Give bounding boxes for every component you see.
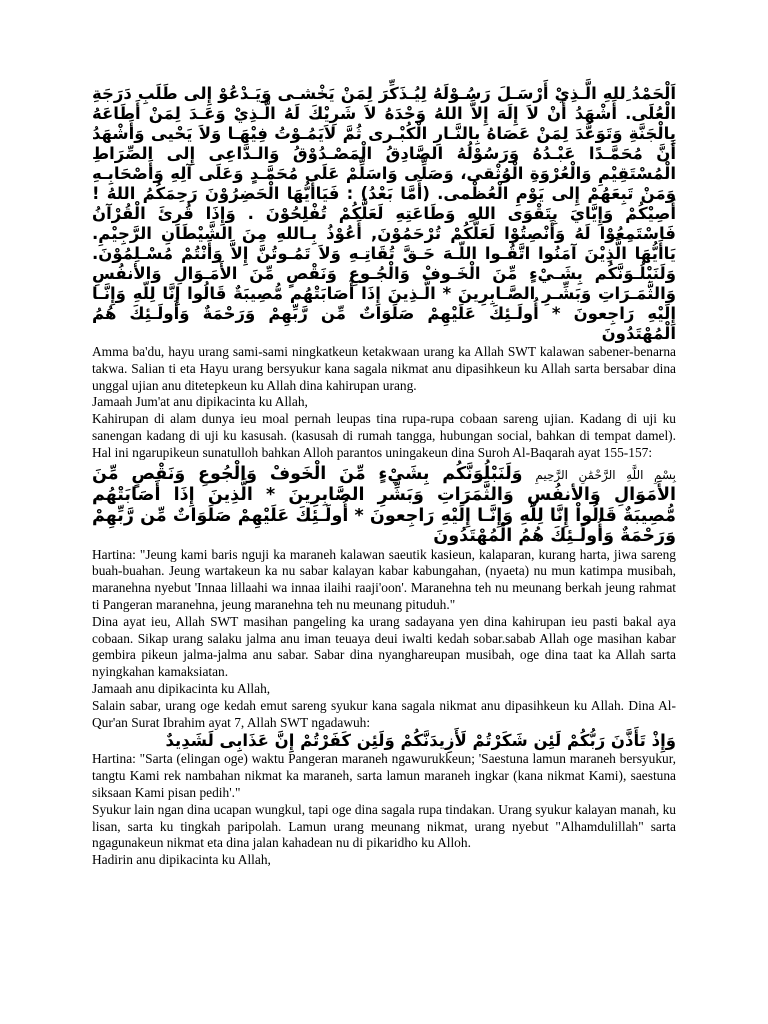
paragraph-syukur: Syukur lain ngan dina ucapan wungkul, tapi oge dina sagala rupa tindakan. Urang syukur kalayan manah, ku lisan, sarta ku tingkah paripolah. Lamun urang meunang nikmat, urang nyebut "Alhamdulillah" sarta ngagunakeun nikmat eta dina jalan kahadean nu di pikaridho ku Alloh. xyxy=(92,801,676,851)
paragraph-amma-badu: Amma ba'du, hayu urang sami-sami ningkatkeun ketakwaan urang ka Allah SWT kalawan sabener-benarna takwa. Salian ti eta Hayu urang bersyukur kana sagala nikmat anu dipasihkeun ku Allah sarta bersabar dina unggal ujian anu ditetepkeun ku Allah dina kahirupan urang. xyxy=(92,344,676,393)
paragraph-hartina-1: Hartina: "Jeung kami baris nguji ka maraneh kalawan saeutik kasieun, kalaparan, kurang harta, jiwa sareng buah-buahan. Jeung wartakeun ka nu sabar kalayan kabar kabungahan, (nyaeta) nu mun katimpa musibah, maranehna nyebut 'Innaa lillaahi wa innaa ilaihi raaji'oon'. Maranehna teh nu meunang berkah jeung rahmat ti Pangeran maranehna, jeung maranehna teh nu meunang pituduh." xyxy=(92,546,676,612)
paragraph-greeting-jamaah-2: Jamaah anu dipikacinta ku Allah, xyxy=(92,680,271,696)
document-body xyxy=(92,84,676,869)
paragraph-greeting-jamaah: Jamaah Jum'at anu dipikacinta ku Allah, xyxy=(92,394,308,410)
arabic-verse-al-baqarah xyxy=(92,464,676,547)
paragraph-kahirupan: Kahirupan di alam dunya ieu moal pernah leupas tina rupa-rupa cobaan sareng ujian. Kadang di uji ku sanengan kadang di uji ku kasusah. (kasusah di rumah tangga, hubungan social, bahkan di tempat damel). Hal ini ngarupikeun sunatulloh bahkan Alloh parantos uningakeun dina Suroh Al-Baqarah ayat 155-157: xyxy=(92,411,676,460)
paragraph-hartina-2: Hartina: "Sarta (elingan oge) waktu Pangeran maraneh ngawurukkeun; 'Saestuna lamun maraneh bersyukur, tangtu Kami rek nambahan nikmat ka maraneh, sarta lamun maraneh ingkar (kana nikmat Kami), saestuna siksaan Kami pisan pedih'." xyxy=(92,751,676,800)
arabic-verse-text: وَلَنَبْلُوَنَّكُم بِشَيْءٍ مِّنَ الْخَوفْ وَالْجُوعِ وَنَقْصٍ مِّنَ الأَمَوَالِ وَالأنفُسِ وَالثَّمَرَاتِ وَبَشِّرِ الصَّابِرِينَ * الَّذِينَ إِذَا أَصَابَتْهُم مُّصِيبَةٌ قَالُواْ إِنَّا لِلّهِ وَإِنَّـا إِلَيْهِ رَاجِعونَ * أُولَـئِكَ عَلَيْهِمْ صَلَوَاتٌ مِّن رَّبِّهِمْ وَرَحْمَةٌ وَأُولَـئِكَ هُمُ الْمُهْتَدُونَ xyxy=(92,463,676,547)
paragraph-salain-sabar: Salain sabar, urang oge kedah emut sareng syukur kana sagala nikmat anu dipasihkeun ku Allah. Dina Al-Qur'an Surat Ibrahim ayat 7, Allah SWT ngadawuh: xyxy=(92,697,676,730)
paragraph-greeting-hadirin: Hadirin anu dipikacinta ku Allah, xyxy=(92,852,271,868)
paragraph-dina-ayat-ieu: Dina ayat ieu, Allah SWT masihan pangeling ka urang sadayana yen dina kahirupan ieu pasti bakal aya cobaan. Sikap urang salaku jalma anu iman teuaya deui iwalti kedah sobar.sabab Allah oge masihan kabar gembira pikeun jalma-jalma anu sabar. Sabar dina nyanghareupan musibah, oge dina taat ka Allah sarta nyingkahan kamaksiatan. xyxy=(92,613,676,680)
arabic-opening-khutbah: اَلْحَمْدُ ِللهِ الَّـذِيْ أَرْسَـلَ رَسُـوْلَهُ لِيُـذَكِّرَ لِمَنْ يَخْشـى وَيَـدْعُوْ إِلى طَلَبِ دَرَجَةِ الْعُلَى. أَشْهَدُ أَنْ لاَ إِلَهَ إِلاَّ اللهُ وَحْدَهُ لاَ شَرِيْكَ لَهُ الَّـذِيْ وَعَـدَ لِمَنْ أَطَاعَهُ بِالْجَنَّةِ وَتَوَعَّدَ لِمَنْ عَصَاهُ بِالنَّـارِ الْكُبْـرى ثُمَّ لاَيَمُـوْتُ فِيْهَـا وَلاَ يَحْيى وَأَشْهَدُ أَنَّ مُحَمَّـدًا عَبْـدُهُ وَرَسُوْلُهُ الصَّادِقُ الْمَصْـدُوْقُ وَالـدَّاعِى إِلى الصِّرَاطِ الْمُسْتَقِيْمِ وَالْعُرْوَةِ الْوُثْقى، وَصَلِّى وَاسَلِّمْ عَلَى مُحَمَّـدٍ وَعَلَى آلِهِ وَأَصْحَابِـهِ وَمَنْ تَبِعَهُمْ إِلى يَوْمِ الْعُظْمى. (أَمَّا بَعْدُ) : فَيَاأَيُّهَا الْحَضِرُوْنَ رَحِمَكُمُ اللهُ ! أُصِيْكُمْ وَإِيَّايَ بِتَقْوَى اللهِ وَطَاعَتِهِ لَعَلَّكُمْ تُفْلِحُوْنَ . وَإِذَا قُرِئَ الْقُرْآنُ فَاسْتَمِعُوْا لَهُ وَأَنْصِتُوْا لَعَلَّكُمْ تُرْحَمُوْنَ, أَعُوْذُ بِـاللهِ مِنَ الشَّيْطَانِ الرَّجِيْمِ. يَاأَيُّهَا الَّذِيْنَ آمَنُوا اتَّقُـوا اللّـهَ حَـقَّ تُقَاتِـهِ وَلاَ تَمُـوتُنَّ إِلاَّ وَأَنْتُمْ مُسْـلِمُوْنَ. وَلَنَبْلُـوَنَّكُم بِشَـيْءٍ مِّنَ الْخَـوفْ وَالْجُـوعِ وَنَقْصٍ مِّنَ الأَمَـوَالِ وَالأنفُسِ وَالثَّمَـرَاتِ وَبَشِّـرِ الصَّـابِرِينَ * الَّـذِينَ إِذَا أَصَابَتْهُم مُّصِيبَةٌ قَالُوا إِنَّا لِلّهِ وَإِنَّـا إِلَيْهِ رَاجِعونَ * أُولَـئِكَ عَلَيْهِمْ صَلَوَاتٌ مِّن رَّبِّهِمْ وَرَحْمَةٌ وَأُولَـئِكَ هُمُ الْمُهْتَدُونَ xyxy=(92,84,676,343)
arabic-verse-ibrahim-7: وَإِذْ تَأَذَّنَ رَبُّكُمْ لَئِن شَكَرْتُمْ لَأَزِيدَنَّكُمْ وَلَئِن كَفَرْتُمْ إِنَّ عَذَابِى لَشَدِيدٌ xyxy=(165,731,676,751)
basmala-text: بِسْمِ اللَّهِ الرَّحْمَٰنِ الرَّحِيمِ xyxy=(535,467,677,482)
